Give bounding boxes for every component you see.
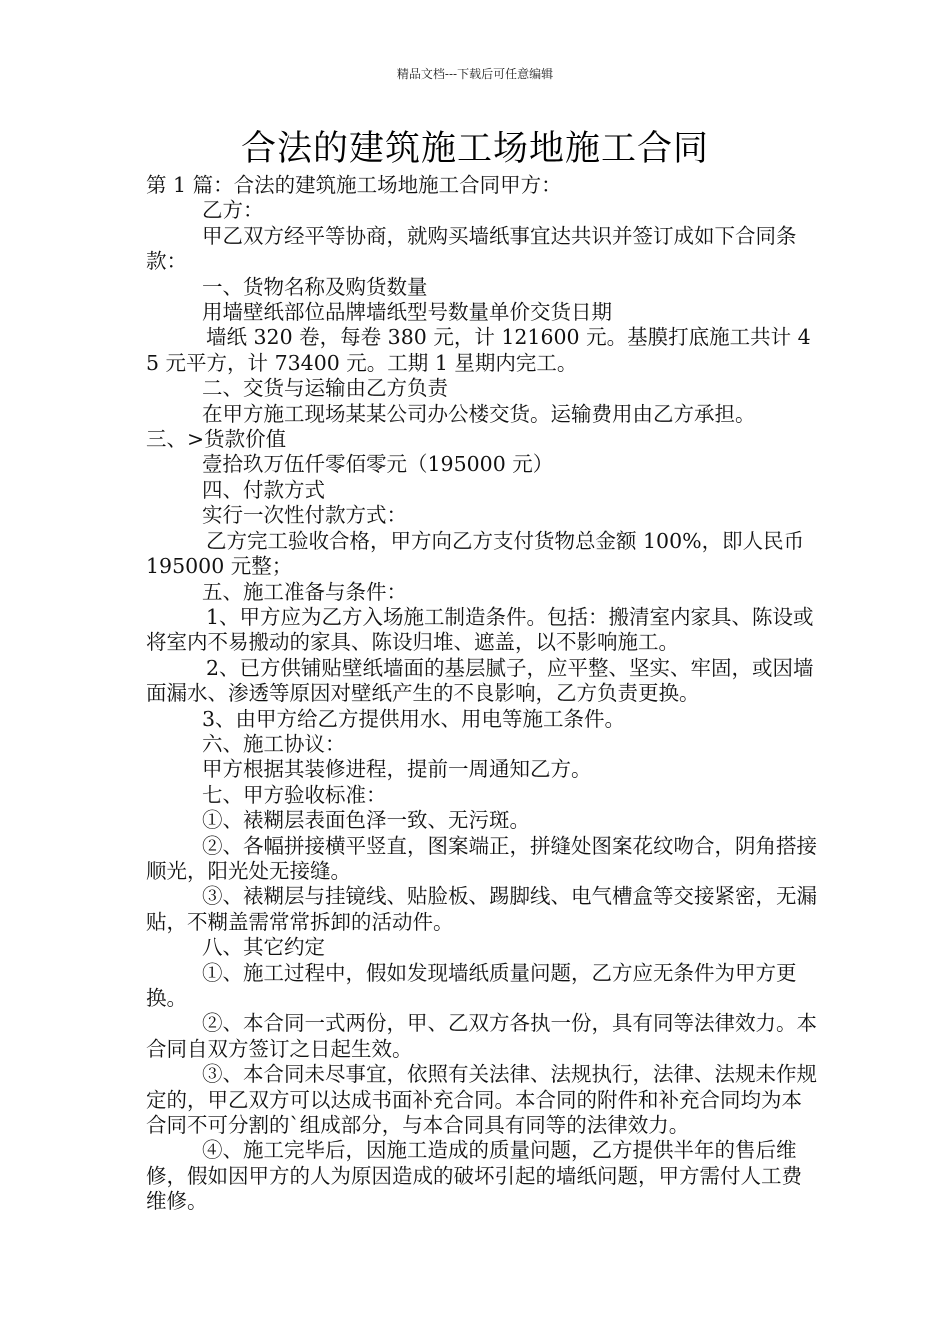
section-heading-preparation: 五、施工准备与条件： xyxy=(202,579,407,604)
paragraph-goods-detail: 墙纸 320 卷，每卷 380 元，计 121600 元。基膜打底施工共计 45 元平方，计 73400 元。工期 1 星期内完工。 xyxy=(146,325,811,375)
paragraph-part-heading: 第 1 篇：合法的建筑施工场地施工合同甲方： xyxy=(146,173,562,197)
paragraph-payment-method: 实行一次性付款方式： xyxy=(202,503,407,528)
paragraph-payment-detail: 乙方完工验收合格，甲方向乙方支付货物总金额 100%，即人民币 195000 元整； xyxy=(146,528,805,579)
paragraph-agreement: 甲方根据其装修进程，提前一周通知乙方。 xyxy=(202,757,592,782)
section-heading-agreement: 六、施工协议： xyxy=(202,731,346,756)
paragraph-preparation-1: 1、甲方应为乙方入场施工制造条件。包括：搬清室内家具、陈设或将室内不易搬动的家具、陈设归堆、遮盖，以不影响施工。 xyxy=(146,604,814,655)
paragraph-acceptance-1: ①、裱糊层表面色泽一致、无污斑。 xyxy=(202,808,530,833)
section-heading-price: 三、>货款价值 xyxy=(146,427,287,452)
contract-body xyxy=(146,173,822,1215)
paragraph-other-1: ①、施工过程中，假如发现墙纸质量问题，乙方应无条件为甲方更换。 xyxy=(146,960,797,1010)
section-heading-payment: 四、付款方式 xyxy=(202,477,325,502)
paragraph-other-2: ②、本合同一式两份，甲、乙双方各执一份，具有同等法律效力。本合同自双方签订之日起生效。 xyxy=(146,1011,817,1061)
section-heading-other: 八、其它约定 xyxy=(202,935,325,960)
paragraph-delivery: 在甲方施工现场某某公司办公楼交货。运输费用由乙方承担。 xyxy=(202,401,756,426)
section-heading-delivery: 二、交货与运输由乙方负责 xyxy=(202,376,448,401)
paragraph-other-3: ③、本合同未尽事宜，依照有关法律、法规执行，法律、法规未作规定的，甲乙双方可以达成书面补充合同。本合同的附件和补充合同均为本合同不可分割的`组成部分，与本合同具有同等的法律效力。 xyxy=(146,1062,817,1138)
header-note: 精品文档---下载后可任意编辑 xyxy=(396,67,554,81)
paragraph-goods-columns: 用墙壁纸部位品牌墙纸型号数量单价交货日期 xyxy=(202,300,612,325)
section-heading-acceptance: 七、甲方验收标准： xyxy=(202,782,387,807)
paragraph-acceptance-3: ③、裱糊层与挂镜线、贴脸板、踢脚线、电气槽盒等交接紧密，无漏贴，不糊盖需常常拆卸的活动件。 xyxy=(146,884,817,934)
paragraph-intro: 甲乙双方经平等协商，就购买墙纸事宜达共识并签订成如下合同条款： xyxy=(146,223,797,274)
paragraph-price: 壹拾玖万伍仟零佰零元（195000 元） xyxy=(202,452,554,477)
paragraph-preparation-2: 2、已方供铺贴壁纸墙面的基层腻子，应平整、坚实、牢固，或因墙面漏水、渗透等原因对壁纸产生的不良影响，乙方负责更换。 xyxy=(146,655,814,706)
section-heading-goods: 一、货物名称及购货数量 xyxy=(202,274,428,299)
paragraph-other-4: ④、施工完毕后，因施工造成的质量问题，乙方提供半年的售后维修，假如因甲方的人为原因造成的破坏引起的墙纸问题，甲方需付人工费维修。 xyxy=(146,1138,802,1214)
document-title: 合法的建筑施工场地施工合同 xyxy=(240,129,709,169)
paragraph-preparation-3: 3、由甲方给乙方提供用水、用电等施工条件。 xyxy=(202,706,626,731)
paragraph-acceptance-2: ②、各幅拼接横平竖直，图案端正，拼缝处图案花纹吻合，阴角搭接顺光，阳光处无接缝。 xyxy=(146,833,817,883)
paragraph-party-b: 乙方： xyxy=(202,198,264,223)
